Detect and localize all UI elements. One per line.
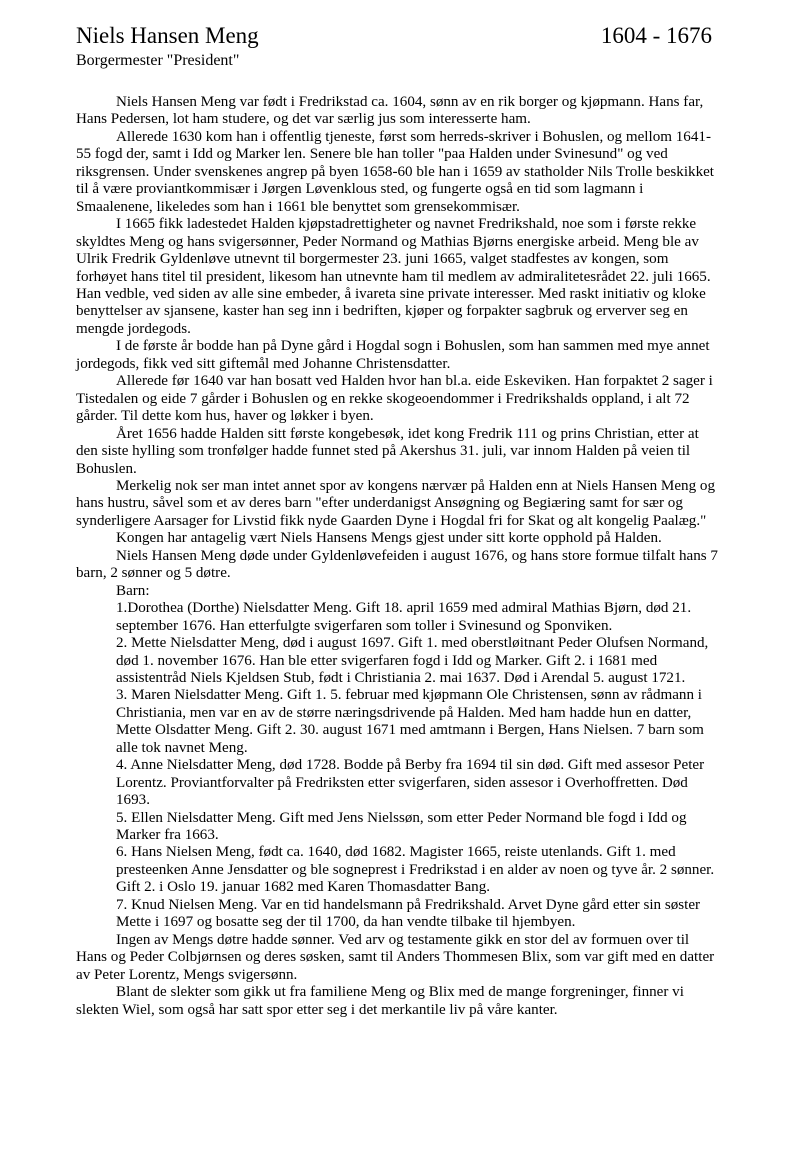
child-entry: 1.Dorothea (Dorthe) Nielsdatter Meng. Gift 18. april 1659 med admiral Mathias Bjørn, død 21. september 1676. Han etterfulgte svigerfaren som toller i Svinesund og Sponviken. <box>116 600 692 634</box>
paragraph-privilege: Merkelig nok ser man intet annet spor av kongens nærvær på Halden enn at Niels Hansen Meng og hans hustru, såvel som et av deres barn "efter underdanigst Ansøgning og Begiæring samt for sær og synderligere Aarsager for Livstid fikk nyde Gaarden Dyne i Hogdal fri for Skat og alt kongelig Paalæg." <box>76 477 715 529</box>
paragraph-career: Allerede 1630 kom han i offentlig tjeneste, først som herreds-skriver i Bohuslen, og mellom 1641-55 fogd der, samt i Idd og Marker len. Senere ble han toller "paa Halden under Svinesund" og ved riksgrensen. Under svenskenes angrep på byen 1658-60 ble han i 1659 av statholder Nils Trolle beskikket til å være proviantkommisær i Jørgen Løvenklous sted, og fungerte også en tid som lagmann i Smaalenene, likeledes som han i 1661 ble benyttet som grensekommisær. <box>76 128 715 215</box>
children-heading: Barn: <box>116 582 150 599</box>
paragraph-mayor: I 1665 fikk ladestedet Halden kjøpstadrettigheter og navnet Fredrikshald, noe som i første rekke skyldtes Meng og hans svigersønner, Peder Normand og Mathias Bjørns energiske arbeid. Meng ble av Ulrik Fredrik Gyldenløve utnevnt til borgermester 23. juni 1665, valget stadfestes av kongen, som forhøyet hans titel til president, likesom han utnevnte ham til medlem av admiralitetesrådet 22. juli 1665. Han vedble, ved siden av alle sine embeder, å ivareta sine private interesser. Med raskt initiativ og kloke benyttelser av sjansene, kaster han seg inn i bedriften, kjøper og forpakter sagbruk og erverver seg en mengde jordegods. <box>76 216 711 337</box>
paragraph-guest: Kongen har antagelig vært Niels Hansens Mengs gjest under sitt korte opphold på Halden. <box>116 530 662 547</box>
child-entry: 2. Mette Nielsdatter Meng, død i august 1697. Gift 1. med oberstløitnant Peder Olufsen Normand, død 1. november 1676. Han ble etter svigerfaren fogd i Idd og Marker. Gift 2. i 1681 med assistentråd Niels Kjeldsen Stub, født i Christiania 2. mai 1637. Død i Arendal 5. august 1721. <box>116 635 709 686</box>
paragraph-inheritance: Ingen av Mengs døtre hadde sønner. Ved arv og testamente gikk en stor del av formuen over til Hans og Peder Colbjørnsen og deres søsken, samt til Anders Thommesen Blix, som var gift med en datter av Peter Lorentz, Mengs svigersønn. <box>76 931 715 983</box>
paragraph-birth: Niels Hansen Meng var født i Fredrikstad ca. 1604, sønn av en rik borger og kjøpmann. Hans far, Hans Pedersen, lot ham studere, og det var særlig jus som interesserte ham. <box>76 94 704 128</box>
page-subtitle: Borgermester "President" <box>76 52 240 69</box>
child-entry: 4. Anne Nielsdatter Meng, død 1728. Bodde på Berby fra 1694 til sin død. Gift med assesor Peter Lorentz. Proviantforvalter på Fredriksten etter svigerfaren, siden assesor i Overhoffretten. Død 1693. <box>116 757 705 809</box>
paragraph-descendants: Blant de slekter som gikk ut fra familiene Meng og Blix med de mange forgreninger, finner vi slekten Wiel, som også har satt spor etter seg i det merkantile liv på våre kanter. <box>76 984 684 1018</box>
document-header <box>76 22 716 71</box>
paragraph-properties: Allerede før 1640 var han bosatt ved Halden hvor han bl.a. eide Eskeviken. Han forpaktet 2 sager i Tistedalen og eide 7 gårder i Bohuslen og en rekke skogeoendommer i Fredrikshalds oppland, i alt 72 gårder. Til dette kom hus, haver og løkker i byen. <box>76 373 713 425</box>
child-entry: 3. Maren Nielsdatter Meng. Gift 1. 5. februar med kjøpmann Ole Christensen, sønn av rådmann i Christiania, men var en av de større næringsdrivende på Halden. Med ham hadde hun en datter, Mette Olsdatter Meng. Gift 2. 30. august 1671 med amtmann i Bergen, Hans Nielsen. 7 barn som alle tok navnet Meng. <box>116 687 704 756</box>
paragraph-royal-visit: Året 1656 hadde Halden sitt første kongebesøk, idet kong Fredrik 111 og prins Christian, etter at den siste hylling som tronfølger hadde funnet sted på Akershus 31. juli, var innom Halden på veien til Bohuslen. <box>76 425 699 477</box>
child-entry: 7. Knud Nielsen Meng. Var en tid handelsmann på Fredrikshald. Arvet Dyne gård etter sin søster Mette i 1697 og bosatte seg der til 1700, da han vendte tilbake til hjembyen. <box>116 896 701 931</box>
header-row <box>76 22 716 50</box>
paragraph-death: Niels Hansen Meng døde under Gyldenløvefeiden i august 1676, og hans store formue tilfalt hans 7 barn, 2 sønner og 5 døtre. <box>76 547 718 582</box>
page-title: Niels Hansen Meng <box>76 23 259 48</box>
child-entry: 5. Ellen Nielsdatter Meng. Gift med Jens Nielssøn, som etter Peder Normand ble fogd i Idd og Marker fra 1663. <box>116 809 687 844</box>
life-years: 1604 - 1676 <box>600 23 712 48</box>
document-body <box>76 94 718 1019</box>
paragraph-dyne: I de første år bodde han på Dyne gård i Hogdal sogn i Bohuslen, som han sammen med mye annet jordegods, fikk ved sitt giftemål med Johanne Christensdatter. <box>76 338 710 372</box>
child-entry: 6. Hans Nielsen Meng, født ca. 1640, død 1682. Magister 1665, reiste utenlands. Gift 1. med presteenken Anne Jensdatter og ble sogneprest i Fredrikstad i en alder av noen og tyve år. 2 sønner. Gift 2. i Oslo 19. januar 1682 med Karen Thomasdatter Bang. <box>116 844 715 896</box>
